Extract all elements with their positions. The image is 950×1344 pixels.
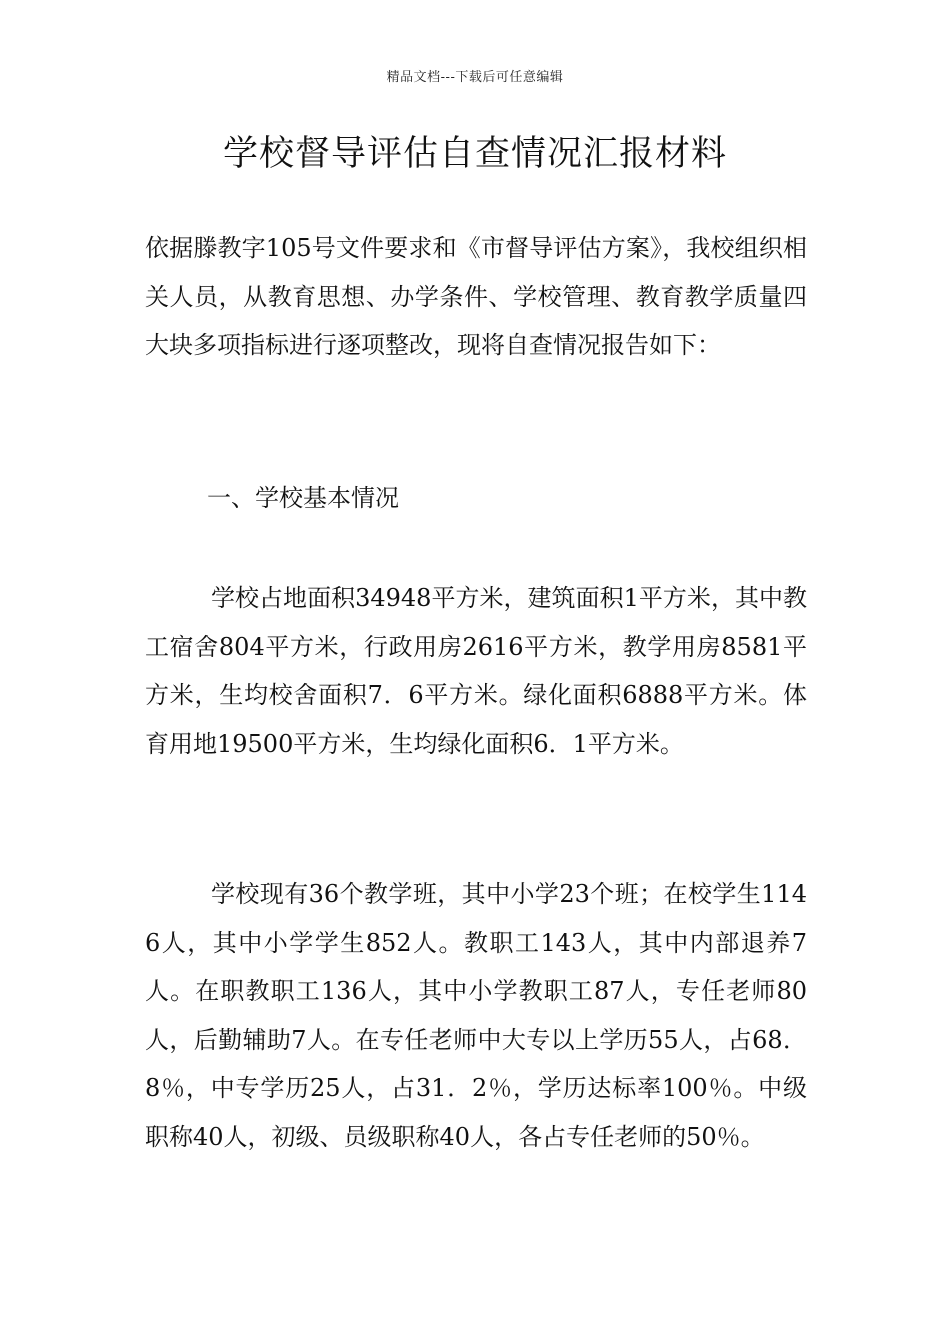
- document-title: 学校督导评估自查情况汇报材料: [222, 134, 727, 174]
- area-paragraph: 学校占地面积34948平方米，建筑面积1平方米，其中教工宿舍804平方米，行政用房2616平方米，教学用房8581平方米，生均校舍面积7．6平方米。绿化面积6888平方米。体育用地19500平方米，生均绿化面积6．1平方米。: [145, 584, 807, 758]
- section-heading-basic-info: 一、学校基本情况: [207, 484, 399, 512]
- intro-paragraph: 依据滕教字105号文件要求和《市督导评估方案》，我校组织相关人员，从教育思想、办学条件、学校管理、教育教学质量四大块多项指标进行逐项整改，现将自查情况报告如下：: [145, 234, 807, 359]
- staff-paragraph: 学校现有36个教学班，其中小学23个班；在校学生1146人，其中小学学生852人。教职工143人，其中内部退养7人。在职教职工136人，其中小学教职工87人，专任老师80人，后勤辅助7人。在专任老师中大专以上学历55人，占68．8％，中专学历25人，占31．2％，学历达标率100％。中级职称40人，初级、员级职称40人，各占专任老师的50％。: [145, 880, 807, 1151]
- header-note: 精品文档---下载后可任意编辑: [386, 70, 564, 85]
